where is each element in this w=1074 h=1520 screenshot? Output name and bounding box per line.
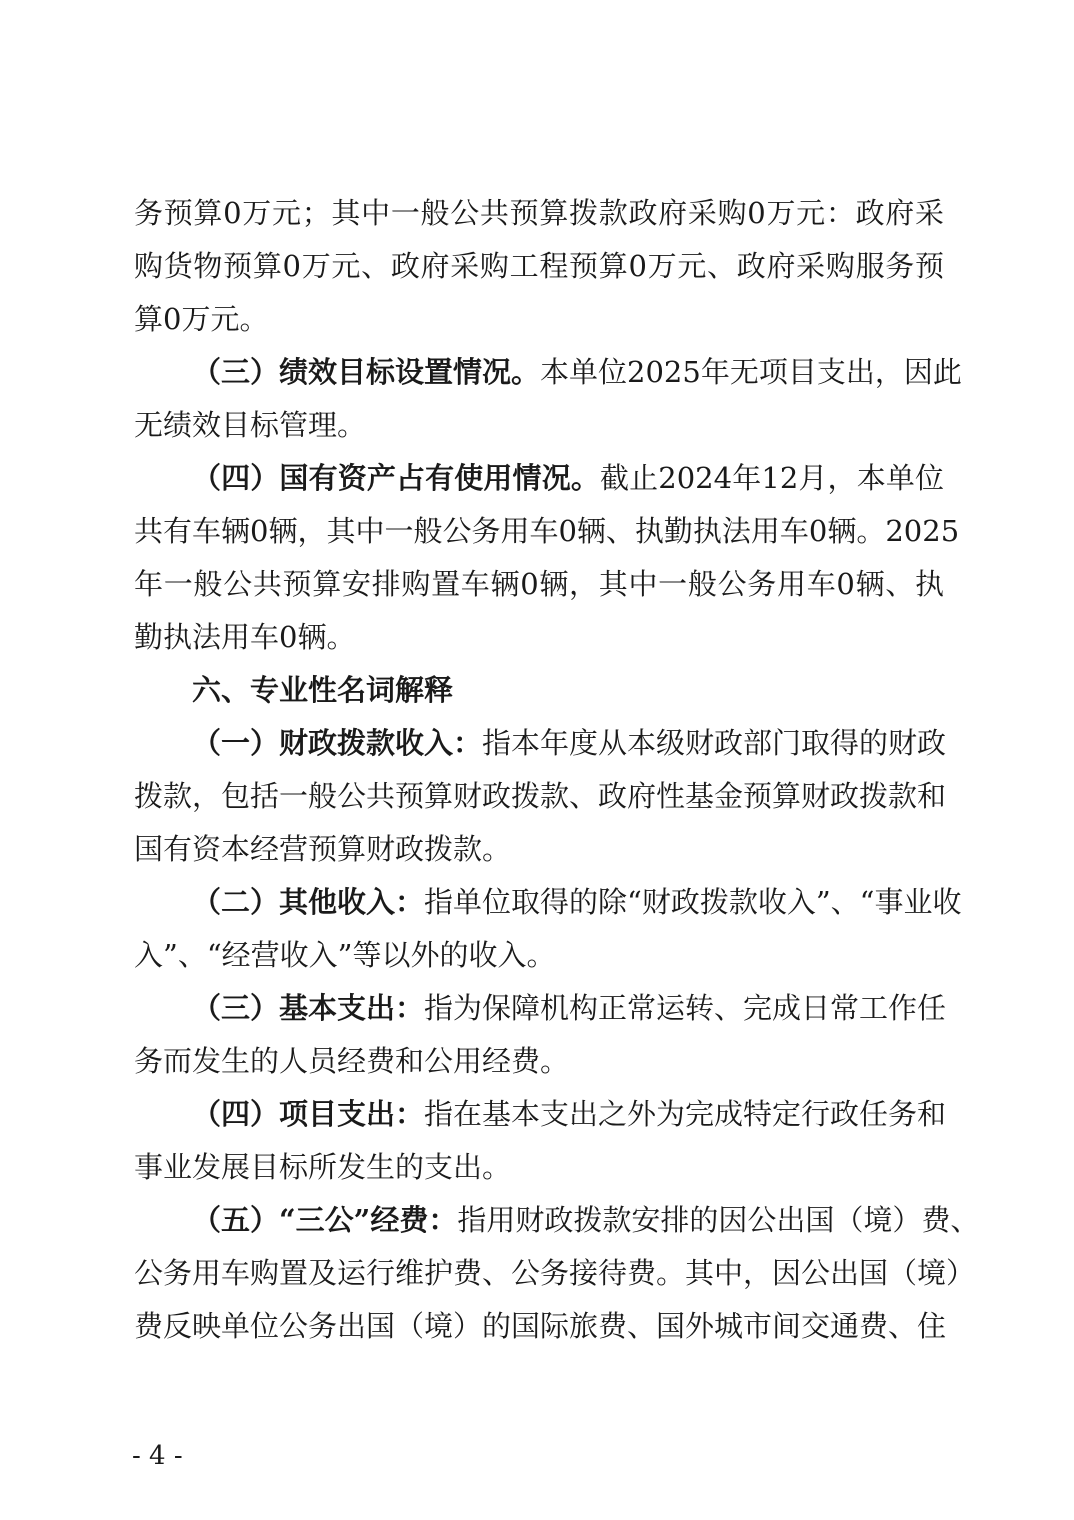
term-text: （四）项目支出： bbox=[192, 1097, 425, 1131]
body-line: 算0万元。 bbox=[134, 302, 269, 336]
body-line: 费反映单位公务出国（境）的国际旅费、国外城市间交通费、住 bbox=[134, 1309, 947, 1343]
body-line: 国有资本经营预算财政拨款。 bbox=[134, 832, 512, 866]
body-line: 入”、“经营收入”等以外的收入。 bbox=[134, 938, 556, 972]
body-line: 拨款，包括一般公共预算财政拨款、政府性基金预算财政拨款和 bbox=[134, 779, 947, 813]
subheading-text: （四）国有资产占有使用情况。 bbox=[192, 461, 600, 495]
body-line: （一）财政拨款收入：指本年度从本级财政部门取得的财政 bbox=[192, 726, 947, 760]
body-line: （五）“三公”经费：指用财政拨款安排的因公出国（境）费、 bbox=[192, 1203, 980, 1237]
page-number: - 4 - bbox=[132, 1441, 183, 1471]
body-line: 购货物预算0万元、政府采购工程预算0万元、政府采购服务预 bbox=[134, 249, 944, 283]
body-line: （二）其他收入：指单位取得的除“财政拨款收入”、“事业收 bbox=[192, 885, 962, 919]
body-line: （四）项目支出：指在基本支出之外为完成特定行政任务和 bbox=[192, 1097, 947, 1131]
body-line: 年一般公共预算安排购置车辆0辆，其中一般公务用车0辆、执 bbox=[134, 567, 944, 601]
body-line: 务预算0万元；其中一般公共预算拨款政府采购0万元：政府采 bbox=[134, 196, 944, 230]
term-text: （一）财政拨款收入： bbox=[192, 726, 483, 760]
body-line: 勤执法用车0辆。 bbox=[134, 620, 356, 654]
body-line: 公务用车购置及运行维护费、公务接待费。其中，因公出国（境） bbox=[134, 1256, 976, 1290]
section-heading: 六、专业性名词解释 bbox=[192, 673, 454, 707]
body-line: 务而发生的人员经费和公用经费。 bbox=[134, 1044, 570, 1078]
subheading-text: （三）绩效目标设置情况。 bbox=[192, 355, 541, 389]
body-line: 事业发展目标所发生的支出。 bbox=[134, 1150, 512, 1184]
term-text: （五）“三公”经费： bbox=[192, 1203, 458, 1237]
body-line: （三）基本支出：指为保障机构正常运转、完成日常工作任 bbox=[192, 991, 947, 1025]
body-line: （三）绩效目标设置情况。本单位2025年无项目支出，因此 bbox=[192, 355, 962, 389]
term-text: （三）基本支出： bbox=[192, 991, 425, 1025]
body-line: 无绩效目标管理。 bbox=[134, 408, 367, 442]
term-text: （二）其他收入： bbox=[192, 885, 425, 919]
body-line: 共有车辆0辆，其中一般公务用车0辆、执勤执法用车0辆。2025 bbox=[134, 514, 960, 548]
body-line: （四）国有资产占有使用情况。截止2024年12月，本单位 bbox=[192, 461, 944, 495]
